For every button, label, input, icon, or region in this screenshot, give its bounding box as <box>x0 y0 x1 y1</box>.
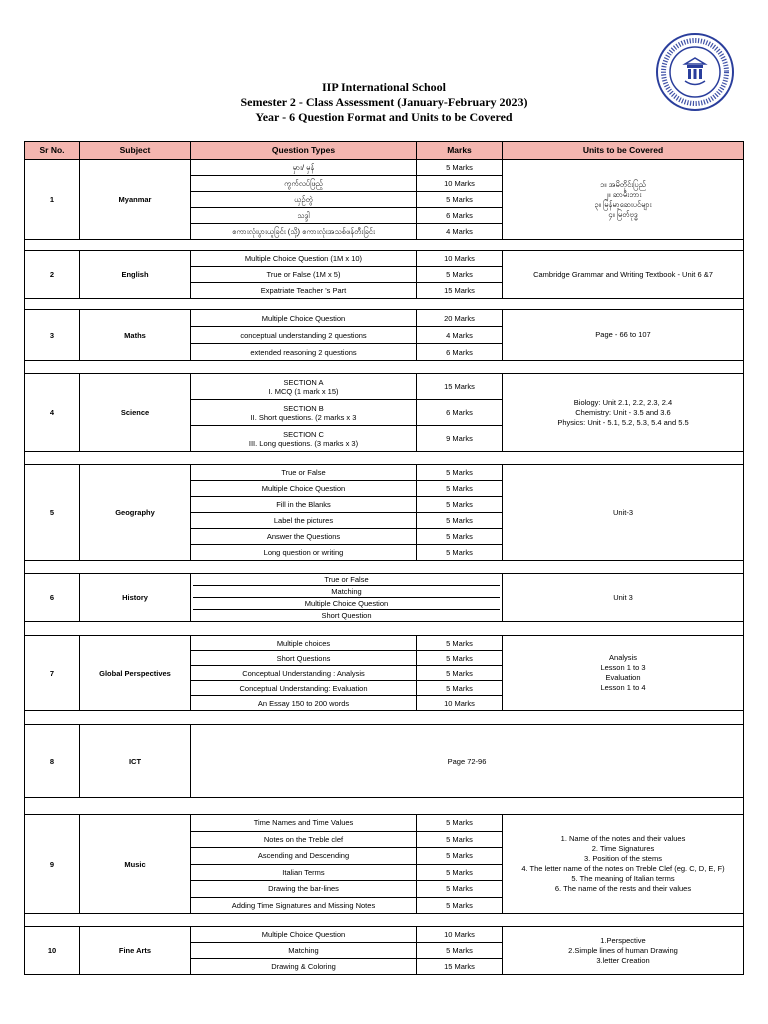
unit-line: Lesson 1 to 3 <box>600 663 646 672</box>
unit-line: 6. The name of the rests and their values <box>554 884 692 893</box>
marks-cell: 5 Marks <box>417 267 503 283</box>
marks-cell: 5 Marks <box>417 497 503 513</box>
table-row <box>25 815 744 832</box>
marks-cell: 4 Marks <box>417 224 503 240</box>
question-type: Matching <box>193 586 500 598</box>
question-type-cell: Short Questions <box>191 651 417 666</box>
question-type-cell <box>191 426 417 452</box>
question-type-cell: ယှဉ်တွဲ <box>191 192 417 208</box>
question-type: Short Question <box>321 611 372 620</box>
question-type-cell: Multiple Choice Question <box>191 927 417 943</box>
table-row <box>25 725 744 798</box>
question-type-cell: conceptual understanding 2 questions <box>191 327 417 344</box>
marks-cell: 5 Marks <box>417 545 503 561</box>
units-cell <box>503 465 744 561</box>
sr-no-cell: 7 <box>25 636 80 711</box>
spacer-row <box>25 798 744 815</box>
question-types-cell <box>191 574 503 622</box>
units-cell <box>503 927 744 975</box>
spacer-cell <box>25 361 744 374</box>
unit-line: Unit-3 <box>612 507 633 517</box>
marks-cell: 6 Marks <box>417 400 503 426</box>
unit-line: Analysis <box>609 653 637 662</box>
spacer-row <box>25 361 744 374</box>
question-type-cell: Expatriate Teacher 's Part <box>191 283 417 299</box>
table-row <box>25 160 744 176</box>
sr-no-cell: 6 <box>25 574 80 622</box>
marks-cell: 5 Marks <box>417 481 503 497</box>
sr-no-cell: 8 <box>25 725 80 798</box>
sr-no-cell: 1 <box>25 160 80 240</box>
subject-cell: Geography <box>80 465 191 561</box>
marks-cell: 5 Marks <box>417 897 503 914</box>
spacer-cell <box>25 452 744 465</box>
marks-cell: 5 Marks <box>417 465 503 481</box>
unit-line: Page - 66 to 107 <box>595 330 651 339</box>
unit-line: 3.letter Creation <box>596 955 650 965</box>
question-type-cell: Conceptual Understanding : Analysis <box>191 666 417 681</box>
marks-cell: 15 Marks <box>417 959 503 975</box>
header-sr-no: Sr No. <box>25 142 80 160</box>
marks-cell: 5 Marks <box>417 636 503 651</box>
sr-no-cell: 10 <box>25 927 80 975</box>
question-type-cell: Long question or writing <box>191 545 417 561</box>
unit-line: Lesson 1 to 4 <box>600 683 646 692</box>
subject-cell: Fine Arts <box>80 927 191 975</box>
unit-line: Evaluation <box>605 673 641 682</box>
header-units: Units to be Covered <box>503 142 744 160</box>
question-type-cell: Notes on the Treble clef <box>191 831 417 848</box>
question-type-cell: မှား/ မှန် <box>191 160 417 176</box>
unit-line: ၃။ မြန်မာ့ဆေးပင်များ <box>594 199 652 209</box>
unit-line: Physics: Unit - 5.1, 5.2, 5.3, 5.4 and 5.5 <box>557 417 689 427</box>
spacer-row <box>25 299 744 310</box>
question-type-cell: Multiple Choice Question (1M x 10) <box>191 251 417 267</box>
question-type-cell: True or False <box>191 465 417 481</box>
subject-cell: English <box>80 251 191 299</box>
units-cell: Unit 3 <box>503 574 744 622</box>
spacer-cell <box>25 299 744 310</box>
sr-no-cell: 9 <box>25 815 80 914</box>
sr-no-cell: 2 <box>25 251 80 299</box>
subject-cell: Global Perspectives <box>80 636 191 711</box>
sr-no-cell: 4 <box>25 374 80 452</box>
unit-line: 2. Time Signatures <box>591 844 655 853</box>
question-type-cell: Conceptual Understanding: Evaluation <box>191 681 417 696</box>
header-question-types: Question Types <box>191 142 417 160</box>
question-type-cell <box>191 374 417 400</box>
marks-cell: 5 Marks <box>417 651 503 666</box>
question-type-cell: Italian Terms <box>191 864 417 881</box>
marks-cell: 6 Marks <box>417 208 503 224</box>
units-cell <box>503 636 744 711</box>
school-name: IIP International School <box>321 80 447 94</box>
units-cell <box>503 160 744 240</box>
question-type-cell: Adding Time Signatures and Missing Notes <box>191 897 417 914</box>
question-type-cell: True or False (1M x 5) <box>191 267 417 283</box>
question-type: Multiple Choice Question <box>193 598 500 610</box>
question-type-cell: Matching <box>191 943 417 959</box>
subject-cell: Myanmar <box>80 160 191 240</box>
marks-cell: 5 Marks <box>417 815 503 832</box>
subject-cell: ICT <box>80 725 191 798</box>
question-type-cell: Fill in the Blanks <box>191 497 417 513</box>
marks-cell: 4 Marks <box>417 327 503 344</box>
marks-cell: 5 Marks <box>417 529 503 545</box>
spacer-row <box>25 240 744 251</box>
table-row <box>25 251 744 267</box>
school-seal-logo <box>655 32 735 112</box>
table-row <box>25 574 744 622</box>
unit-line: 3. Position of the stems <box>584 854 662 863</box>
unit-line: ၄။ မြတ်ဗုဒ္ဓ <box>608 209 638 219</box>
question-type-cell: Multiple Choice Question <box>191 481 417 497</box>
marks-cell: 10 Marks <box>417 927 503 943</box>
question-type-cell: Drawing the bar-lines <box>191 881 417 898</box>
spacer-cell <box>25 914 744 927</box>
marks-cell: 15 Marks <box>417 283 503 299</box>
spacer-row <box>25 561 744 574</box>
spacer-cell <box>25 240 744 251</box>
unit-line: 1. Name of the notes and their values <box>560 834 686 843</box>
question-type: I. MCQ (1 mark x 15) <box>268 386 339 396</box>
merged-content-cell: Page 72-96 <box>191 725 744 798</box>
question-type-cell: Multiple choices <box>191 636 417 651</box>
subject-cell: Maths <box>80 310 191 361</box>
spacer-row <box>25 711 744 725</box>
sr-no-cell: 3 <box>25 310 80 361</box>
unit-line: 4. The letter name of the notes on Treble Clef (eg. C, D, E, F) <box>521 864 725 873</box>
unit-line: ၁။ အမိတိုင်းပြည် <box>600 179 646 189</box>
units-cell <box>503 251 744 299</box>
marks-cell: 10 Marks <box>417 696 503 711</box>
table-header-row <box>25 142 744 160</box>
assessment-table <box>24 141 744 975</box>
unit-line: 1.Perspective <box>600 935 646 945</box>
unit-line: 2.Simple lines of human Drawing <box>568 945 678 955</box>
marks-cell: 5 Marks <box>417 943 503 959</box>
unit-line: Chemistry: Unit - 3.5 and 3.6 <box>575 407 671 417</box>
marks-cell: 5 Marks <box>417 864 503 881</box>
marks-cell: 6 Marks <box>417 344 503 361</box>
spacer-cell <box>25 622 744 636</box>
question-type-cell: Time Names and Time Values <box>191 815 417 832</box>
spacer-cell <box>25 798 744 815</box>
spacer-cell <box>25 711 744 725</box>
units-cell <box>503 310 744 361</box>
marks-cell: 5 Marks <box>417 160 503 176</box>
question-type-cell: သဒ္ဒါ <box>191 208 417 224</box>
marks-cell: 10 Marks <box>417 251 503 267</box>
question-type-cell: ကွက်လပ်ဖြည့် <box>191 176 417 192</box>
question-type-cell: An Essay 150 to 200 words <box>191 696 417 711</box>
question-type-cell: Label the pictures <box>191 513 417 529</box>
unit-line: Biology: Unit 2.1, 2.2, 2.3, 2.4 <box>573 397 673 407</box>
question-type-cell <box>191 400 417 426</box>
table-row <box>25 465 744 481</box>
marks-cell: 15 Marks <box>417 374 503 400</box>
question-type: True or False <box>193 574 500 586</box>
spacer-row <box>25 452 744 465</box>
header-marks: Marks <box>417 142 503 160</box>
unit-line: Cambridge Grammar and Writing Textbook - Unit 6 &7 <box>533 269 713 279</box>
table-row <box>25 927 744 943</box>
marks-cell: 5 Marks <box>417 831 503 848</box>
question-type-cell: extended reasoning 2 questions <box>191 344 417 361</box>
subject-cell: History <box>80 574 191 622</box>
question-type: II. Short questions. (2 marks x 3 <box>250 412 357 422</box>
table-row <box>25 374 744 400</box>
year-title: Year - 6 Question Format and Units to be Covered <box>255 110 513 124</box>
marks-cell: 5 Marks <box>417 848 503 865</box>
spacer-row <box>25 914 744 927</box>
table-row <box>25 310 744 327</box>
section-label: SECTION C <box>283 429 324 439</box>
marks-cell: 20 Marks <box>417 310 503 327</box>
units-cell <box>503 374 744 452</box>
marks-cell: 5 Marks <box>417 192 503 208</box>
spacer-row <box>25 622 744 636</box>
marks-cell: 9 Marks <box>417 426 503 452</box>
question-type-cell: စကားလုံးပွားယူခြင်း (သို့) စကားလုံးအသစ်ဖန်တီးခြင်း <box>191 224 417 240</box>
unit-line: 5. The meaning of Italian terms <box>571 874 675 883</box>
spacer-cell <box>25 561 744 574</box>
sr-no-cell: 5 <box>25 465 80 561</box>
question-type-cell: Drawing & Coloring <box>191 959 417 975</box>
question-type-cell: Answer the Questions <box>191 529 417 545</box>
section-label: SECTION A <box>283 377 324 387</box>
semester-title: Semester 2 - Class Assessment (January-February 2023) <box>240 95 528 109</box>
question-type-cell: Multiple Choice Question <box>191 310 417 327</box>
question-type: III. Long questions. (3 marks x 3) <box>248 438 359 448</box>
marks-cell: 5 Marks <box>417 666 503 681</box>
subject-cell: Science <box>80 374 191 452</box>
section-label: SECTION B <box>283 403 324 413</box>
document-header <box>0 80 768 125</box>
question-type-cell: Ascending and Descending <box>191 848 417 865</box>
marks-cell: 5 Marks <box>417 881 503 898</box>
header-subject: Subject <box>80 142 191 160</box>
marks-cell: 5 Marks <box>417 681 503 696</box>
table-row <box>25 636 744 651</box>
subject-cell: Music <box>80 815 191 914</box>
unit-line: ၂။ ဆာမီးဘား <box>604 189 642 199</box>
units-cell <box>503 815 744 914</box>
marks-cell: 5 Marks <box>417 513 503 529</box>
marks-cell: 10 Marks <box>417 176 503 192</box>
